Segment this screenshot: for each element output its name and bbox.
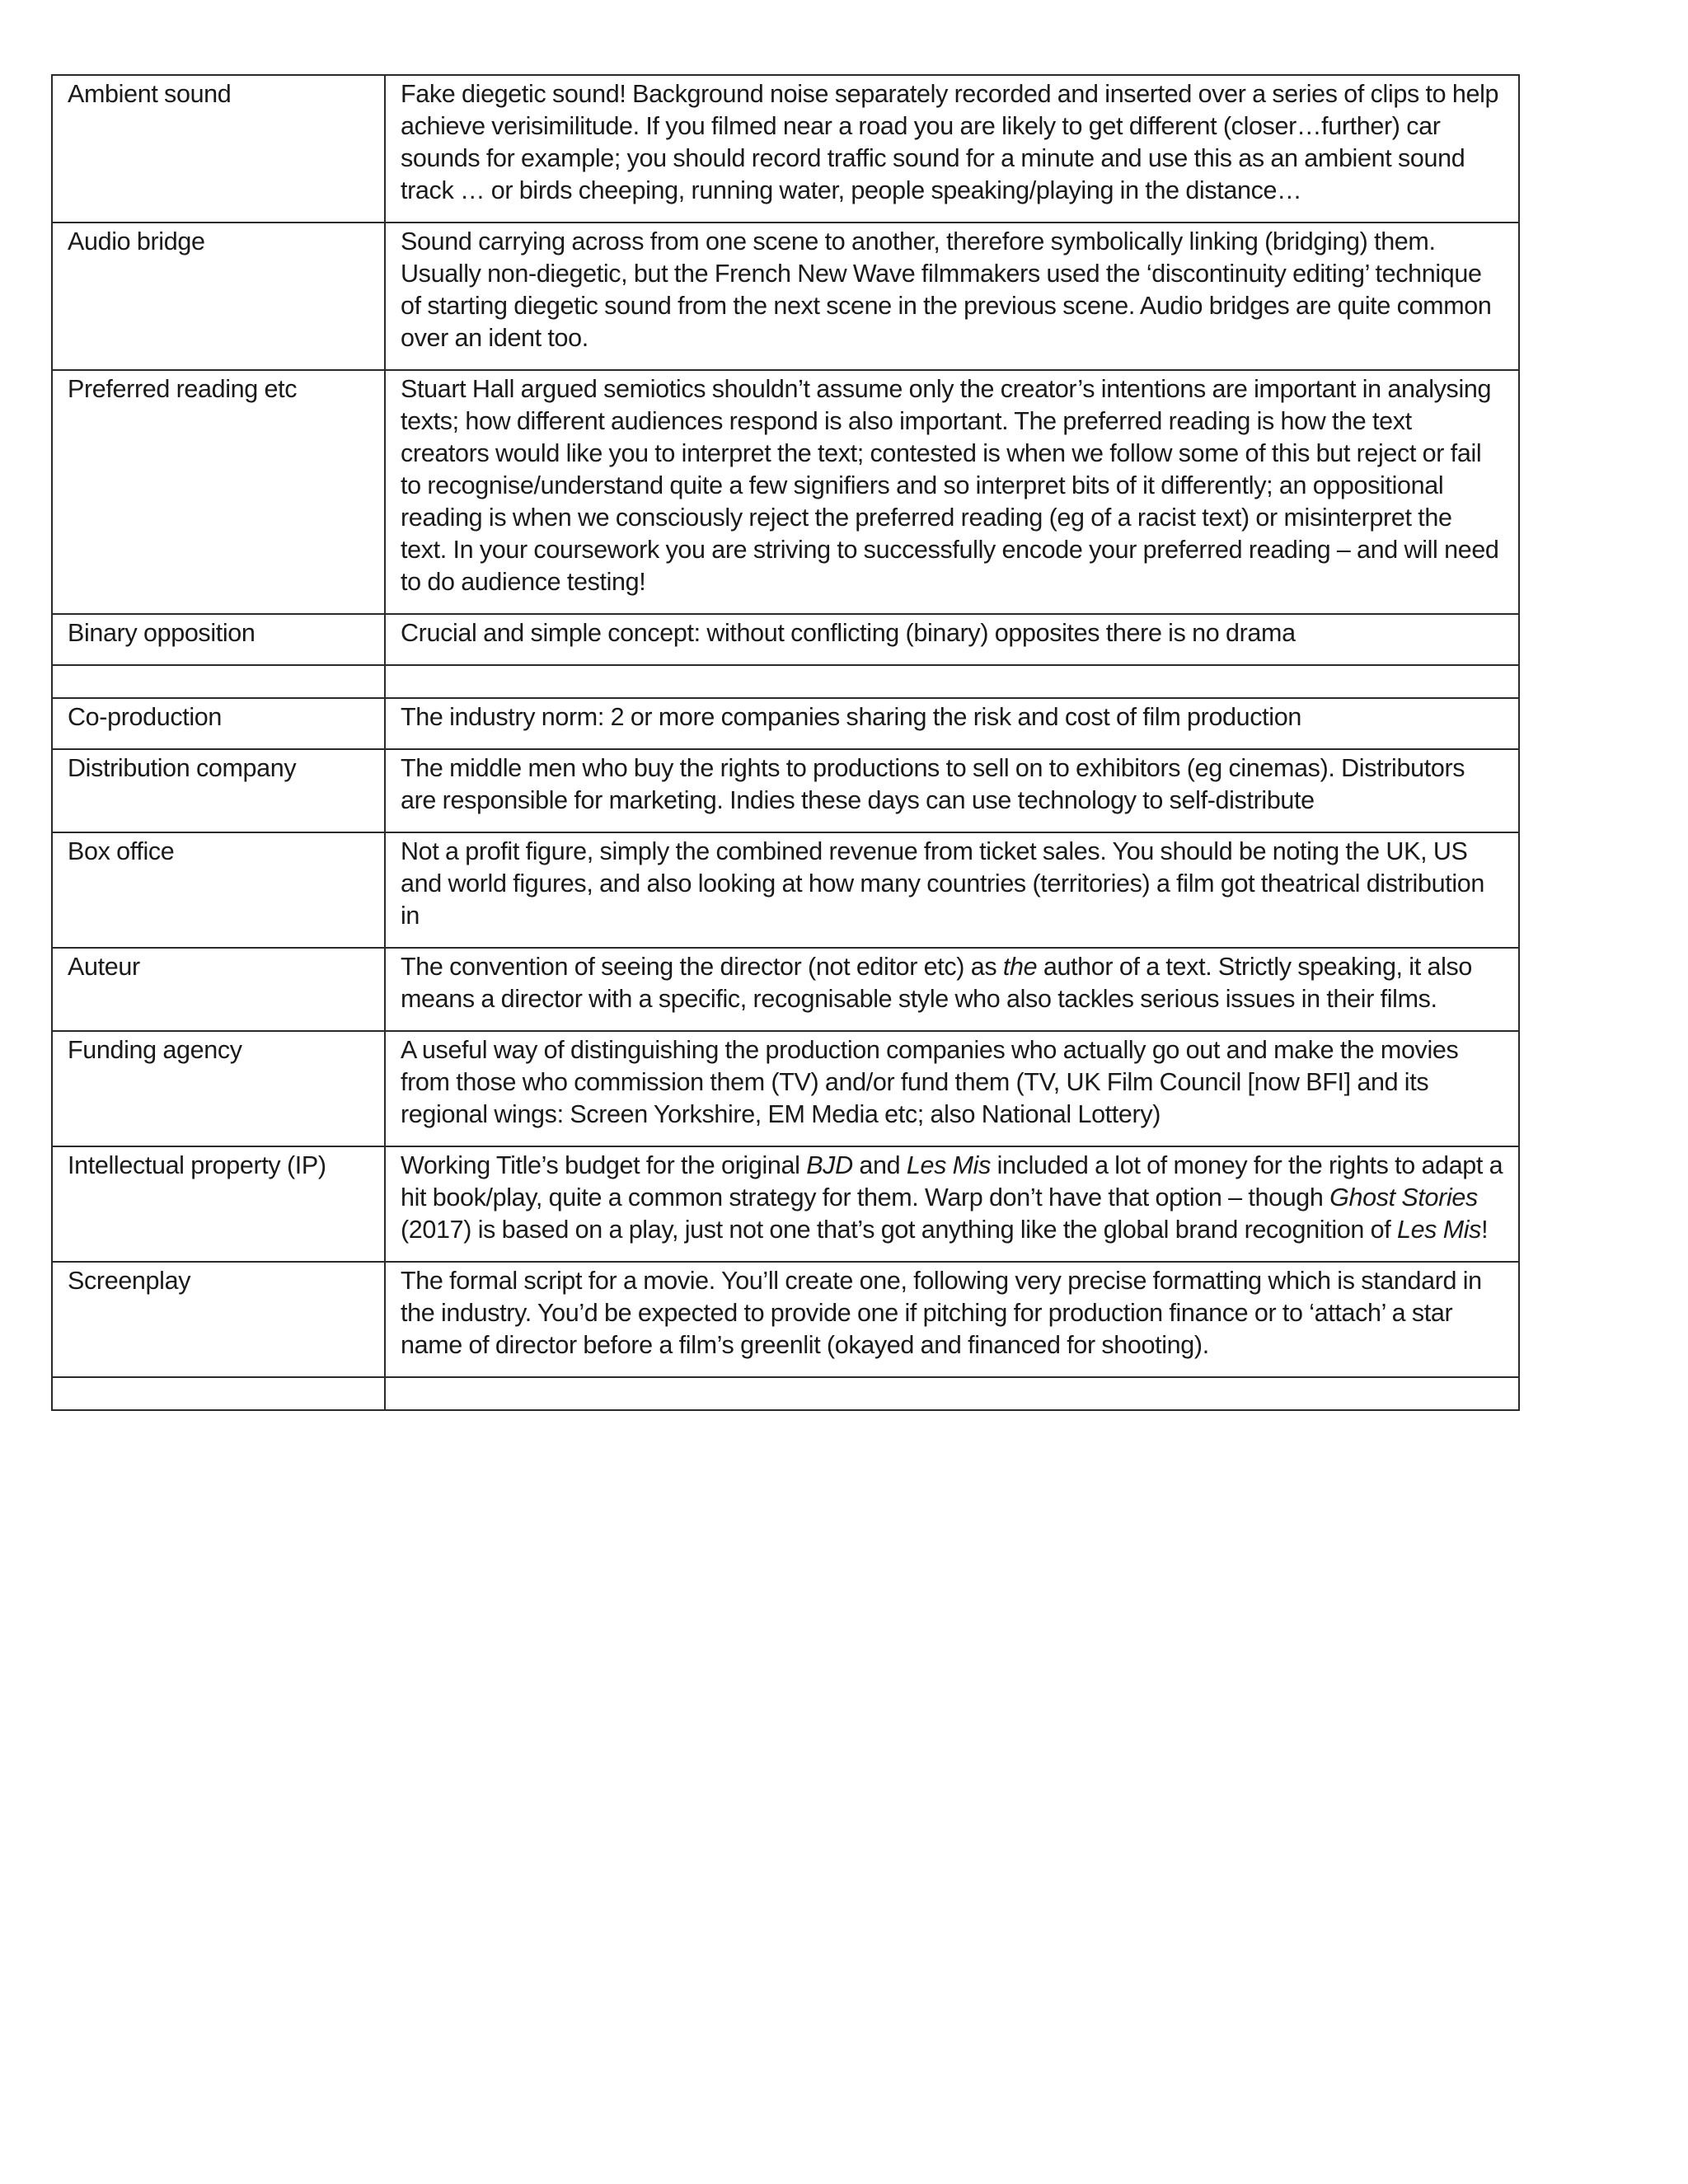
italic-title-text: Les Mis <box>1396 1216 1482 1244</box>
term-cell: Screenplay <box>52 1262 385 1377</box>
table-row <box>52 665 1519 698</box>
definition-cell <box>385 698 1519 749</box>
table-row <box>52 1146 1519 1262</box>
term-cell: Co-production <box>52 698 385 749</box>
table-row <box>52 1377 1519 1410</box>
term-cell <box>52 1377 385 1410</box>
definition-text: (2017) is based on a play, just not one that’s got anything like the global brand recognition of <box>401 1216 1397 1244</box>
table-row <box>52 1262 1519 1377</box>
table-row <box>52 832 1519 948</box>
definition-text: The formal script for a movie. You’ll create one, following very precise formatting which is standard in the industry. You’d be expected to provide one if pitching for production finance or to ‘attach’ a star name of director before a film’s greenlit (okayed and financed for shooting). <box>401 1267 1482 1359</box>
term-cell: Distribution company <box>52 749 385 832</box>
definition-text: Stuart Hall argued semiotics shouldn’t assume only the creator’s intentions are important in analysing texts; how different audiences respond is also important. The preferred reading is how the text creators would like you to interpret the text; contested is when we follow some of this but reject or fail to recognise/understand quite a few signifiers and so interpret bits of it differently; an oppositional reading is when we consciously reject the preferred reading (eg of a racist text) or misinterpret the text. In your coursework you are striving to successfully encode your preferred reading – and will need to do audience testing! <box>401 375 1499 596</box>
glossary-body <box>52 75 1519 1410</box>
term-cell: Auteur <box>52 948 385 1031</box>
definition-text: Fake diegetic sound! Background noise separately recorded and inserted over a series of clips to help achieve verisimilitude. If you filmed near a road you are likely to get different (closer…further) car sounds for example; you should record traffic sound for a minute and use this as an ambient sound track … or birds cheeping, running water, people speaking/playing in the distance… <box>401 80 1499 204</box>
italic-title-text: Les Mis <box>906 1151 991 1179</box>
term-cell <box>52 665 385 698</box>
definition-cell <box>385 665 1519 698</box>
table-row <box>52 370 1519 614</box>
term-cell: Box office <box>52 832 385 948</box>
definition-cell <box>385 75 1519 223</box>
definition-cell <box>385 1377 1519 1410</box>
definition-cell <box>385 370 1519 614</box>
term-cell: Funding agency <box>52 1031 385 1146</box>
definition-text: Crucial and simple concept: without conflicting (binary) opposites there is no drama <box>401 619 1296 647</box>
definition-cell <box>385 749 1519 832</box>
definition-text: and <box>852 1151 907 1179</box>
definition-cell <box>385 1262 1519 1377</box>
definition-cell <box>385 223 1519 370</box>
definition-text: ! <box>1481 1216 1489 1244</box>
definition-cell <box>385 1146 1519 1262</box>
definition-text: A useful way of distinguishing the production companies who actually go out and make the movies from those who commission them (TV) and/or fund them (TV, UK Film Council [now BFI] and its regional wings: Screen Yorkshire, EM Media etc; also National Lottery) <box>401 1036 1459 1128</box>
definition-cell <box>385 832 1519 948</box>
term-cell: Preferred reading etc <box>52 370 385 614</box>
definition-text: Not a profit figure, simply the combined revenue from ticket sales. You should be noting the UK, US and world figures, and also looking at how many countries (territories) a film got theatrical distribution in <box>401 837 1484 930</box>
table-row <box>52 1031 1519 1146</box>
definition-text: Working Title’s budget for the original <box>401 1151 807 1179</box>
definition-cell <box>385 614 1519 665</box>
italic-title-text: Ghost Stories <box>1329 1183 1478 1212</box>
definition-cell <box>385 948 1519 1031</box>
table-row <box>52 223 1519 370</box>
table-row <box>52 698 1519 749</box>
table-row <box>52 614 1519 665</box>
table-row <box>52 749 1519 832</box>
definition-text: Sound carrying across from one scene to another, therefore symbolically linking (bridging) them. Usually non-diegetic, but the French New Wave filmmakers used the ‘discontinuity editing’ technique of starting diegetic sound from the next scene in the previous scene. Audio bridges are quite common over an ident too. <box>401 227 1492 352</box>
term-cell: Intellectual property (IP) <box>52 1146 385 1262</box>
term-cell: Binary opposition <box>52 614 385 665</box>
definition-text: The industry norm: 2 or more companies sharing the risk and cost of film production <box>401 703 1301 731</box>
glossary-table <box>51 74 1520 1411</box>
term-cell: Audio bridge <box>52 223 385 370</box>
italic-title-text: BJD <box>806 1151 853 1179</box>
definition-text: author of a text. Strictly speaking, it also means a director with a specific, recognisable style who also tackles serious issues in their films. <box>401 953 1473 1013</box>
term-cell: Ambient sound <box>52 75 385 223</box>
definition-text: The middle men who buy the rights to productions to sell on to exhibitors (eg cinemas). Distributors are responsible for marketing. Indies these days can use technology to self-distribute <box>401 754 1465 814</box>
definition-text: included a lot of money for the rights to adapt a hit book/play, quite a common strategy for them. Warp don’t have that option – though <box>401 1151 1503 1212</box>
italic-title-text: the <box>1002 953 1038 981</box>
table-row <box>52 948 1519 1031</box>
definition-text: The convention of seeing the director (not editor etc) as <box>401 953 1003 981</box>
definition-cell <box>385 1031 1519 1146</box>
table-row <box>52 75 1519 223</box>
